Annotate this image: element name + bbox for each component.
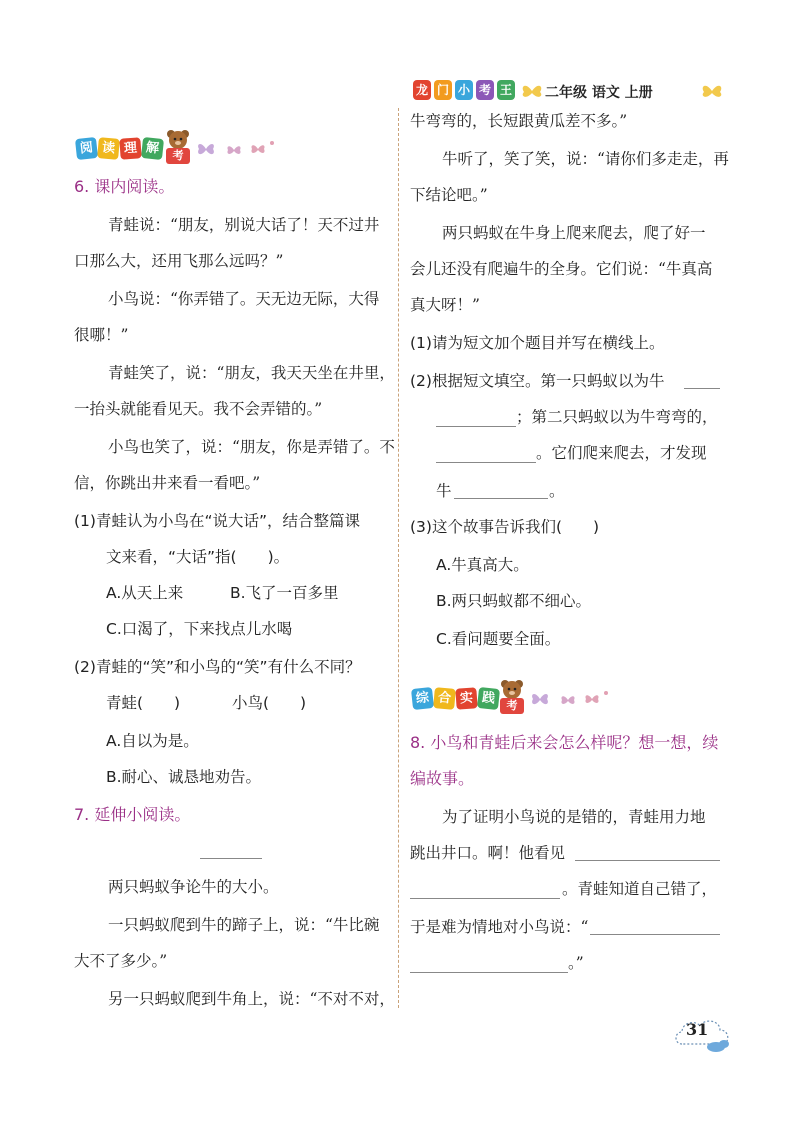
- question-7-heading: 7. 延伸小阅读。: [74, 805, 191, 824]
- butterflies-decoration-icon: [530, 688, 610, 710]
- q6-paragraph-line: 口那么大，还用飞那么远吗？”: [74, 252, 284, 270]
- fill-blank[interactable]: [410, 898, 560, 899]
- q7-subquestion-2-cont: 牛: [436, 482, 452, 500]
- banner-char: 解: [141, 137, 164, 160]
- q7-subquestion-2-end: 。: [549, 482, 565, 500]
- q8-story-line: 。青蛙知道自己错了，: [562, 880, 718, 898]
- banner-char: 阅: [75, 137, 98, 160]
- q6-paragraph-line: 很哪！”: [74, 326, 129, 344]
- butterfly-icon: [700, 82, 724, 100]
- fill-blank[interactable]: [436, 426, 516, 427]
- page-number: 31: [686, 1020, 709, 1039]
- q6-paragraph-line: 小鸟也笑了，说：“朋友，你是弄错了。不: [108, 438, 395, 456]
- q6-subquestion-1-cont[interactable]: 文来看，“大话”指( )。: [106, 548, 290, 566]
- q7-paragraph-line: 两只蚂蚁争论牛的大小。: [108, 878, 279, 896]
- section-banner-practice: [412, 688, 612, 714]
- section-banner-reading: [76, 138, 276, 164]
- q8-story-line: 于是难为情地对小鸟说：“: [410, 918, 589, 936]
- butterflies-decoration-icon: [196, 138, 276, 160]
- q6-option-a: A.自以为是。: [106, 732, 199, 750]
- title-blank-line[interactable]: [200, 858, 262, 859]
- banner-char: 实: [455, 687, 477, 709]
- banner-char: 读: [97, 137, 120, 160]
- q8-story-line: 为了证明小鸟说的是错的，青蛙用力地: [442, 808, 706, 826]
- kao-badge: 考: [166, 148, 190, 164]
- banner-char: 合: [433, 687, 456, 710]
- fill-blank[interactable]: [590, 934, 720, 935]
- grade-label: 二年级 语文 上册: [545, 85, 653, 101]
- q7-paragraph-line: 下结论吧。”: [410, 186, 488, 204]
- butterfly-icon: [520, 82, 544, 100]
- q8-story-line: 跳出井口。啊！他看见: [410, 844, 566, 862]
- fill-blank[interactable]: [684, 388, 720, 389]
- q8-story-end: 。”: [568, 954, 584, 972]
- question-8-heading: 8. 小鸟和青蛙后来会怎么样呢？想一想，续: [410, 733, 719, 752]
- column-divider: [398, 108, 399, 1008]
- q6-subquestion-1: (1)青蛙认为小鸟在“说大话”，结合整篇课: [74, 512, 361, 530]
- banner-char: 践: [477, 687, 500, 710]
- q6-option-b[interactable]: B.飞了一百多里: [230, 584, 339, 602]
- q7-option-a[interactable]: A.牛真高大。: [436, 556, 529, 574]
- brand-char-5: 王: [497, 80, 515, 100]
- q6-paragraph-line: 青蛙笑了，说：“朋友，我天天坐在井里，: [108, 364, 395, 382]
- q7-paragraph-line: 另一只蚂蚁爬到牛角上，说：“不对不对，: [108, 990, 395, 1008]
- q7-option-b[interactable]: B.两只蚂蚁都不细心。: [436, 592, 592, 610]
- fill-blank[interactable]: [410, 972, 568, 973]
- brand-char-3: 小: [455, 80, 473, 100]
- q6-subquestion-2: (2)青蛙的“笑”和小鸟的“笑”有什么不同？: [74, 658, 361, 676]
- q7-paragraph-line: 两只蚂蚁在牛身上爬来爬去，爬了好一: [442, 224, 706, 242]
- brand-char-4: 考: [476, 80, 494, 100]
- fill-blank[interactable]: [454, 498, 548, 499]
- q6-answer-frog[interactable]: 青蛙( ): [106, 694, 181, 712]
- q7-subquestion-2-cont: 。它们爬来爬去，才发现: [536, 444, 707, 462]
- q7-paragraph-line: 牛听了，笑了笑，说：“请你们多走走，再: [442, 150, 729, 168]
- q6-paragraph-line: 青蛙说：“朋友，别说大话了！天不过井: [108, 216, 380, 234]
- q7-subquestion-1: (1)请为短文加个题目并写在横线上。: [410, 334, 665, 352]
- q6-answer-bird[interactable]: 小鸟( ): [232, 694, 307, 712]
- q7-paragraph-line: 会儿还没有爬遍牛的全身。它们说：“牛真高: [410, 260, 713, 278]
- q7-paragraph-line: 大不了多少。”: [74, 952, 168, 970]
- fill-blank[interactable]: [436, 462, 536, 463]
- brand-char-2: 门: [434, 80, 452, 100]
- brand-char-1: 龙: [413, 80, 431, 100]
- banner-char: 综: [411, 687, 434, 710]
- q7-paragraph-line: 真大呀！”: [410, 296, 480, 314]
- q6-paragraph-line: 小鸟说：“你弄错了。天无边无际，大得: [108, 290, 380, 308]
- q7-paragraph-line: 牛弯弯的，长短跟黄瓜差不多。”: [410, 112, 628, 130]
- q6-paragraph-line: 一抬头就能看见天。我不会弄错的。”: [74, 400, 323, 418]
- q6-paragraph-line: 信，你跳出井来看一看吧。”: [74, 474, 261, 492]
- question-6-heading: 6. 课内阅读。: [74, 177, 175, 196]
- question-8-heading-cont: 编故事。: [410, 769, 475, 788]
- q6-option-b: B.耐心、诚恳地劝告。: [106, 768, 262, 786]
- q7-paragraph-line: 一只蚂蚁爬到牛的蹄子上，说：“牛比碗: [108, 916, 380, 934]
- q7-subquestion-3[interactable]: (3)这个故事告诉我们( ): [410, 518, 600, 536]
- kao-badge: 考: [500, 698, 524, 714]
- q6-option-a[interactable]: A.从天上来: [106, 584, 184, 602]
- q7-subquestion-2: (2)根据短文填空。第一只蚂蚁以为牛: [410, 372, 665, 390]
- banner-char: 理: [119, 137, 141, 159]
- fill-blank[interactable]: [575, 860, 720, 861]
- q6-option-c[interactable]: C.口渴了，下来找点儿水喝: [106, 620, 293, 638]
- q7-subquestion-2-cont: ；第二只蚂蚁以为牛弯弯的，: [516, 408, 718, 426]
- q7-option-c[interactable]: C.看问题要全面。: [436, 630, 561, 648]
